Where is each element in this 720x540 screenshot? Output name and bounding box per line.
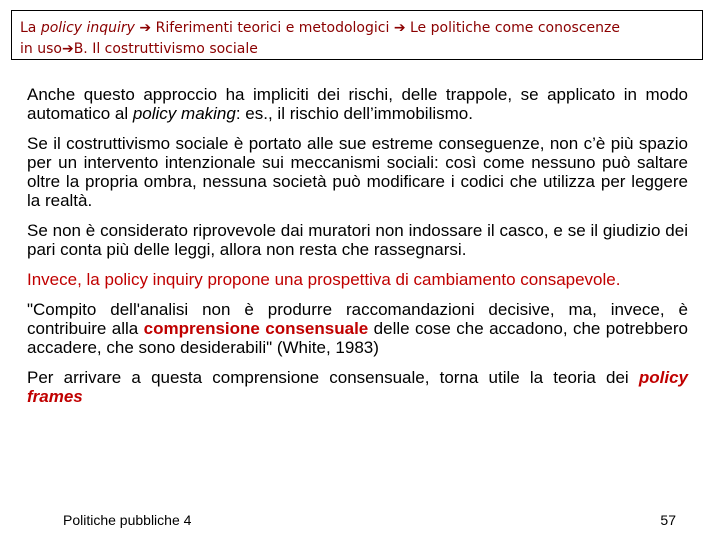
paragraph-2: Se il costruttivismo sociale è portato alle sue estreme conseguenze, non c’è più spazio per un intervento intenzionale sui meccanismi sociali: così come nessuno può saltare oltre la propria ombra, nessuna società può modificare i codici che utilizza per leggere la realtà. (27, 134, 688, 210)
paragraph-6-text: Per arrivare a questa comprensione consensuale, torna utile la teoria dei (27, 368, 639, 387)
paragraph-4: Invece, la policy inquiry propone una prospettiva di cambiamento consapevole. (27, 270, 621, 289)
paragraph-1-italic: policy making (132, 104, 236, 123)
paragraph-5 (27, 300, 688, 357)
header-text-2: Riferimenti teorici e metodologici (151, 20, 394, 36)
page-number: 57 (660, 512, 676, 528)
paragraph-1-text: Anche questo approccio ha impliciti dei rischi, delle trappole, se applicato in modo automatico al (27, 85, 688, 123)
arrow-icon: ➔ (61, 41, 74, 57)
header-text-4: in uso (20, 41, 62, 57)
arrow-icon: ➔ (393, 20, 406, 36)
slide-body (27, 85, 688, 417)
arrow-icon: ➔ (139, 20, 152, 36)
paragraph-5-text-end: delle cose che accadono, che potrebbero accadere, che sono desiderabili" (White, 1983) (27, 319, 689, 357)
paragraph-6-highlight: policy frames (27, 368, 688, 406)
paragraph-3: Se non è considerato riprovevole dai muratori non indossare il casco, e se il giudizio dei pari conta più delle leggi, allora non resta che rassegnarsi. (27, 221, 688, 259)
paragraph-1 (27, 85, 688, 123)
slide-header (11, 10, 703, 60)
paragraph-1-text-end: : es., il rischio dell’immobilismo. (235, 104, 473, 123)
paragraph-6 (27, 368, 688, 406)
header-text-3: Le politiche come conoscenze (405, 20, 620, 36)
header-text-5: B. Il costruttivismo sociale (73, 41, 258, 57)
paragraph-5-text: "Compito dell'analisi non è produrre raccomandazioni decisive, ma, invece, è contribuire alla (27, 300, 688, 338)
paragraph-5-highlight: comprensione consensuale (143, 319, 369, 338)
header-text-1: La (20, 20, 41, 36)
footer-title: Politiche pubbliche 4 (63, 512, 192, 528)
header-text-italic: policy inquiry (40, 20, 135, 36)
